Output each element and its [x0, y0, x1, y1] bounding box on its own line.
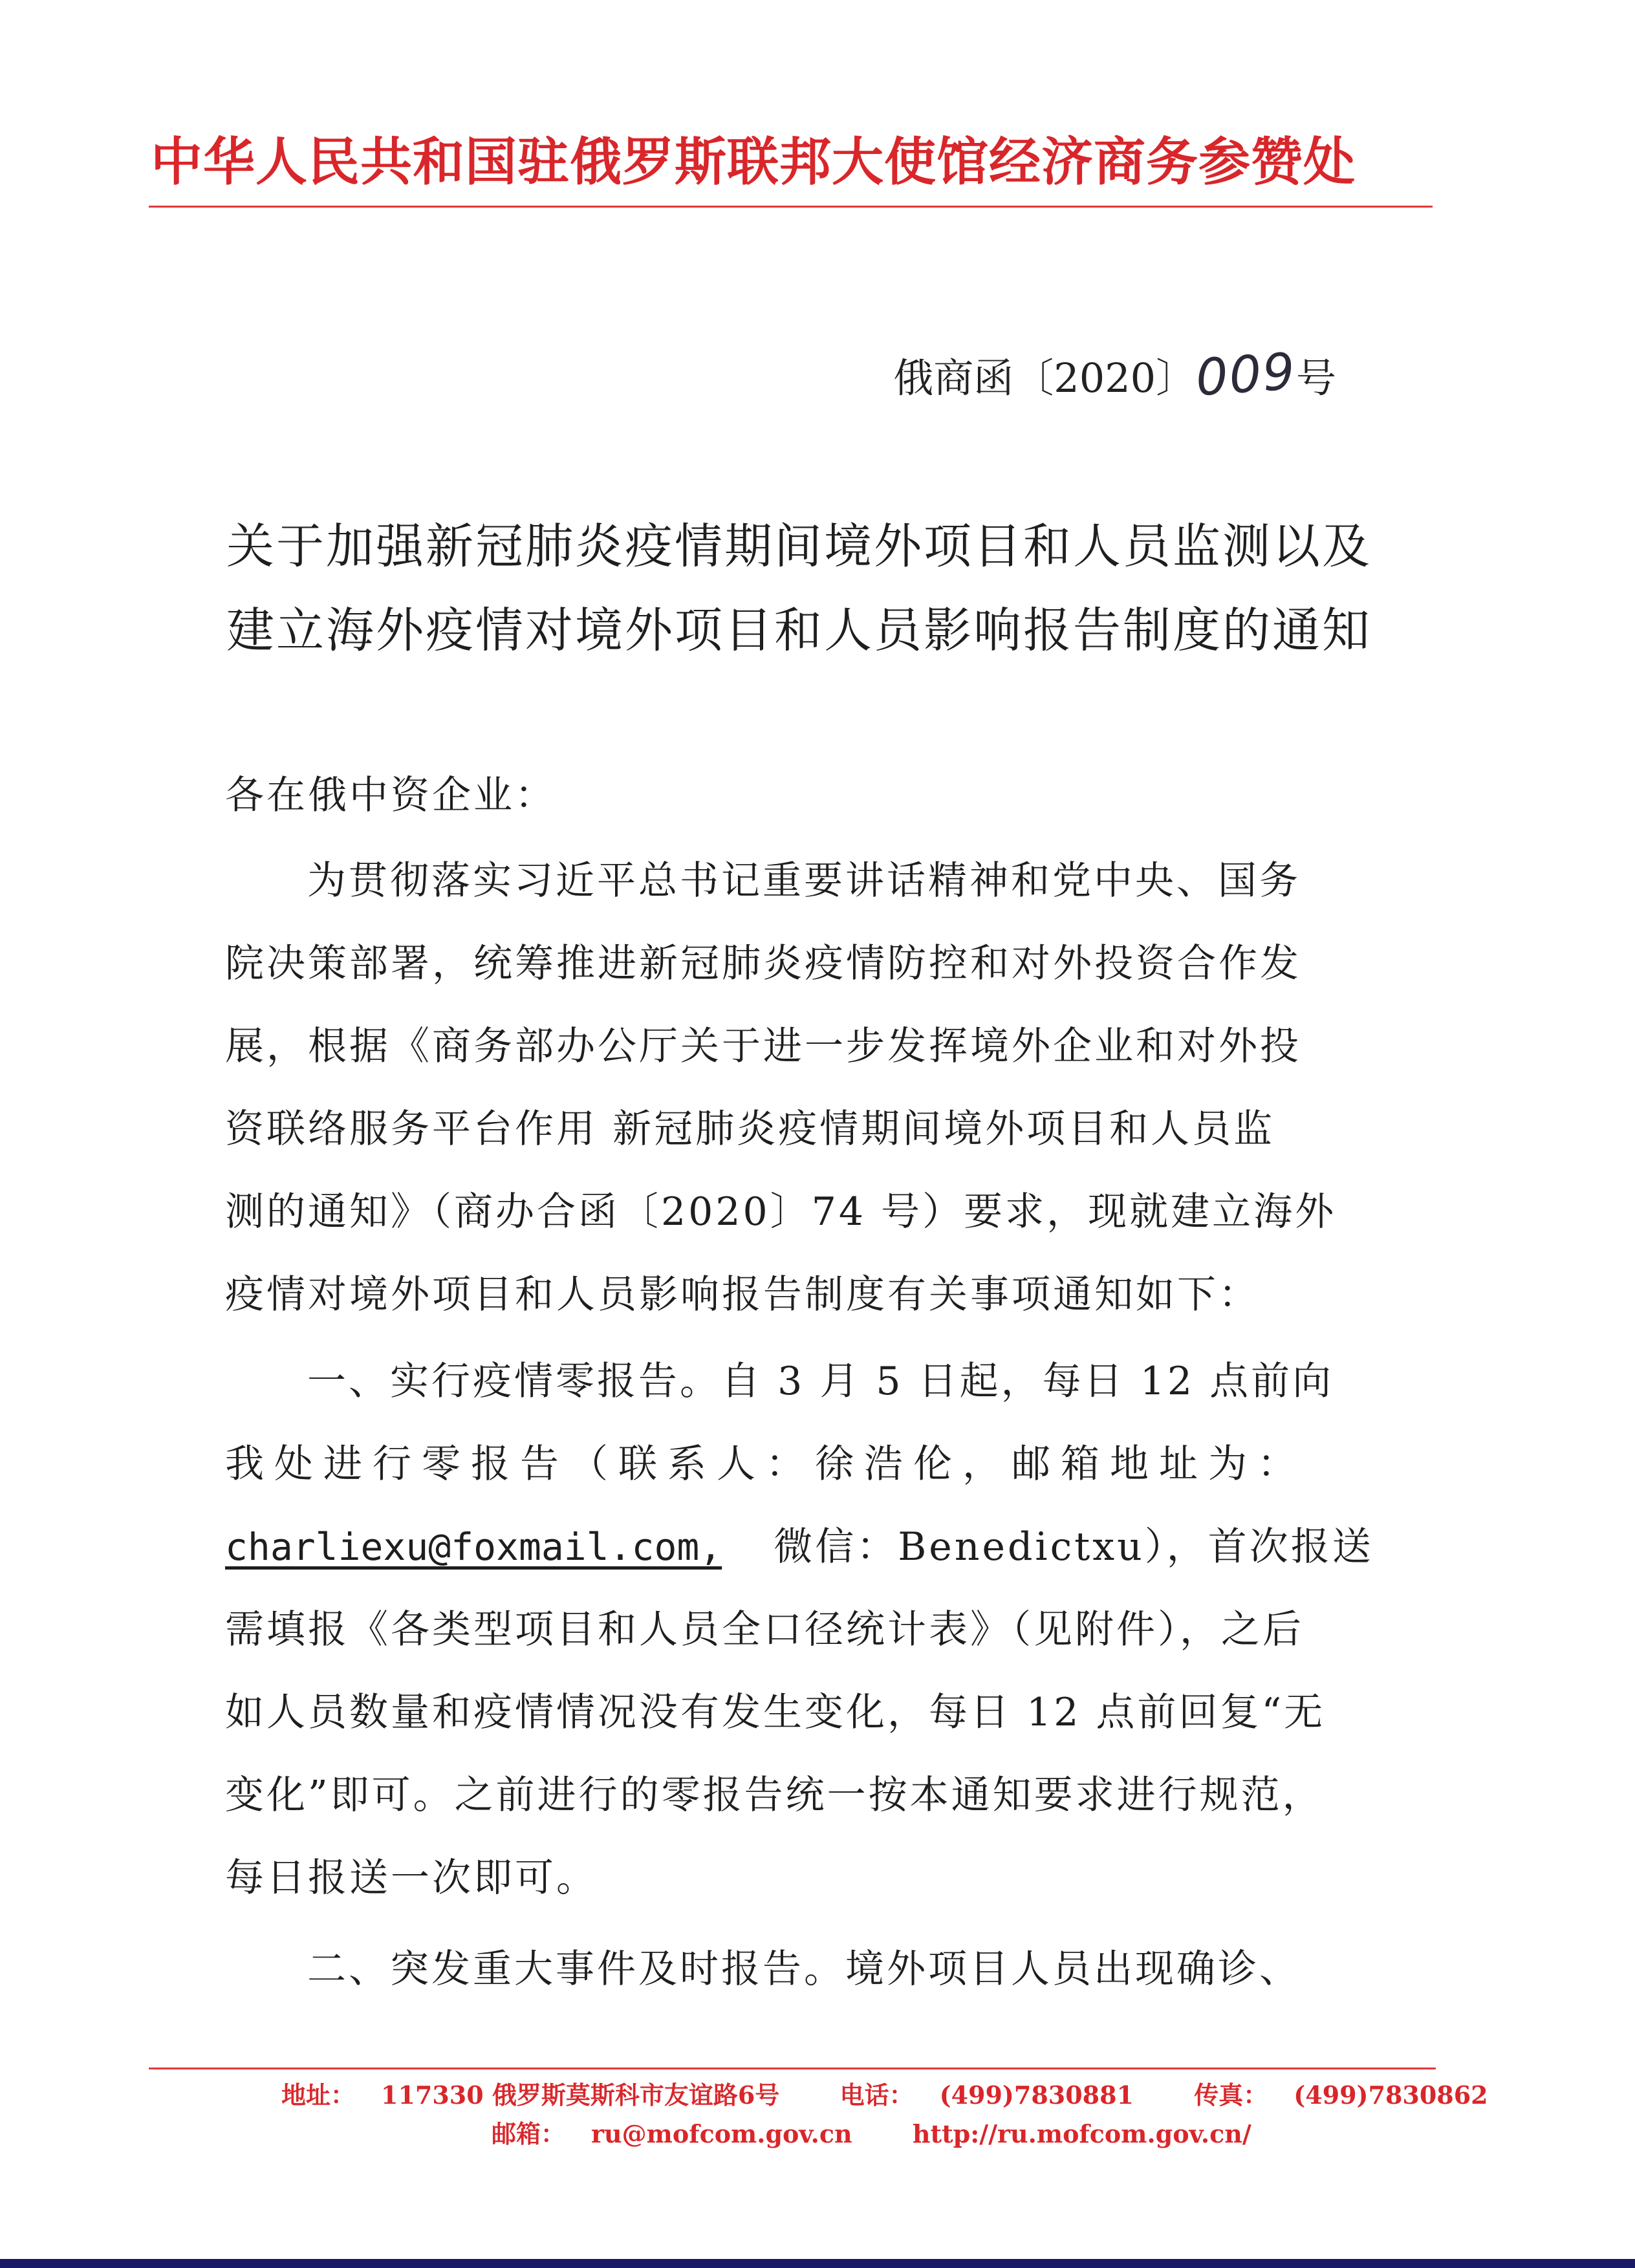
doc-number-handwritten: 009 — [1194, 342, 1298, 408]
footer-fax: 传真： (499)7830862 — [1194, 2080, 1488, 2110]
paragraph-2-line: 每日报送一次即可。 — [225, 1855, 598, 1901]
paragraph-1-line: 院决策部署，统筹推进新冠肺炎疫情防控和对外投资合作发 — [225, 941, 1301, 986]
doc-number-prefix: 俄商函〔2020〕 — [893, 354, 1196, 402]
title-line-1: 关于加强新冠肺炎疫情期间境外项目和人员监测以及 — [226, 519, 1372, 574]
paragraph-2-line: 如人员数量和疫情情况没有发生变化，每日 12 点前回复“无 — [225, 1690, 1326, 1735]
paragraph-1-line: 疫情对境外项目和人员影响报告制度有关事项通知如下： — [225, 1272, 1260, 1317]
footer-web-line — [492, 2116, 1277, 2152]
document-number — [893, 343, 1336, 411]
paragraph-2-line — [225, 1515, 1374, 1579]
paragraph-2-line: 需填报《各类型项目和人员全口径统计表》（见附件），之后 — [225, 1607, 1304, 1652]
paragraph-1-line: 资联络服务平台作用 新冠肺炎疫情期间境外项目和人员监 — [225, 1107, 1275, 1152]
paragraph-2-line: 我处进行零报告（联系人：徐浩伦，邮箱地址为： — [225, 1442, 1306, 1487]
doc-number-suffix: 号 — [1295, 354, 1336, 402]
paragraph-2-line: 变化”即可。之前进行的零报告统一按本通知要求进行规范， — [225, 1773, 1324, 1818]
contact-email-link[interactable]: charliexu@foxmail.com, — [225, 1525, 722, 1569]
footer-website: http://ru.mofcom.gov.cn/ — [912, 2119, 1251, 2148]
paragraph-1-line: 展，根据《商务部办公厅关于进一步发挥境外企业和对外投 — [225, 1024, 1301, 1069]
paragraph-1-line: 为贯彻落实习近平总书记重要讲话精神和党中央、国务 — [307, 858, 1301, 903]
letterhead-title: 中华人民共和国驻俄罗斯联邦大使馆经济商务参赞处 — [151, 131, 1356, 192]
footer-phone: 电话： (499)7830881 — [839, 2080, 1134, 2110]
paragraph-1-line: 测的通知》（商办合函〔2020〕74 号）要求，现就建立海外 — [225, 1189, 1337, 1235]
paragraph-2-wechat: 微信：Benedictxu），首次报送 — [774, 1524, 1374, 1570]
footer-rule — [149, 2068, 1436, 2069]
paragraph-2-line: 一、实行疫情零报告。自 3 月 5 日起，每日 12 点前向 — [307, 1359, 1334, 1404]
footer-address: 地址： 117330 俄罗斯莫斯科市友谊路6号 — [281, 2080, 780, 2110]
footer-contact-line — [281, 2077, 1540, 2113]
paragraph-3-line: 二、突发重大事件及时报告。境外项目人员出现确诊、 — [307, 1947, 1301, 1992]
title-line-2: 建立海外疫情对境外项目和人员影响报告制度的通知 — [226, 603, 1372, 658]
footer-email: 邮箱： ru@mofcom.gov.cn — [492, 2119, 852, 2148]
salutation: 各在俄中资企业： — [225, 773, 556, 818]
letterhead-rule — [149, 206, 1433, 208]
scan-edge — [0, 2259, 1635, 2268]
